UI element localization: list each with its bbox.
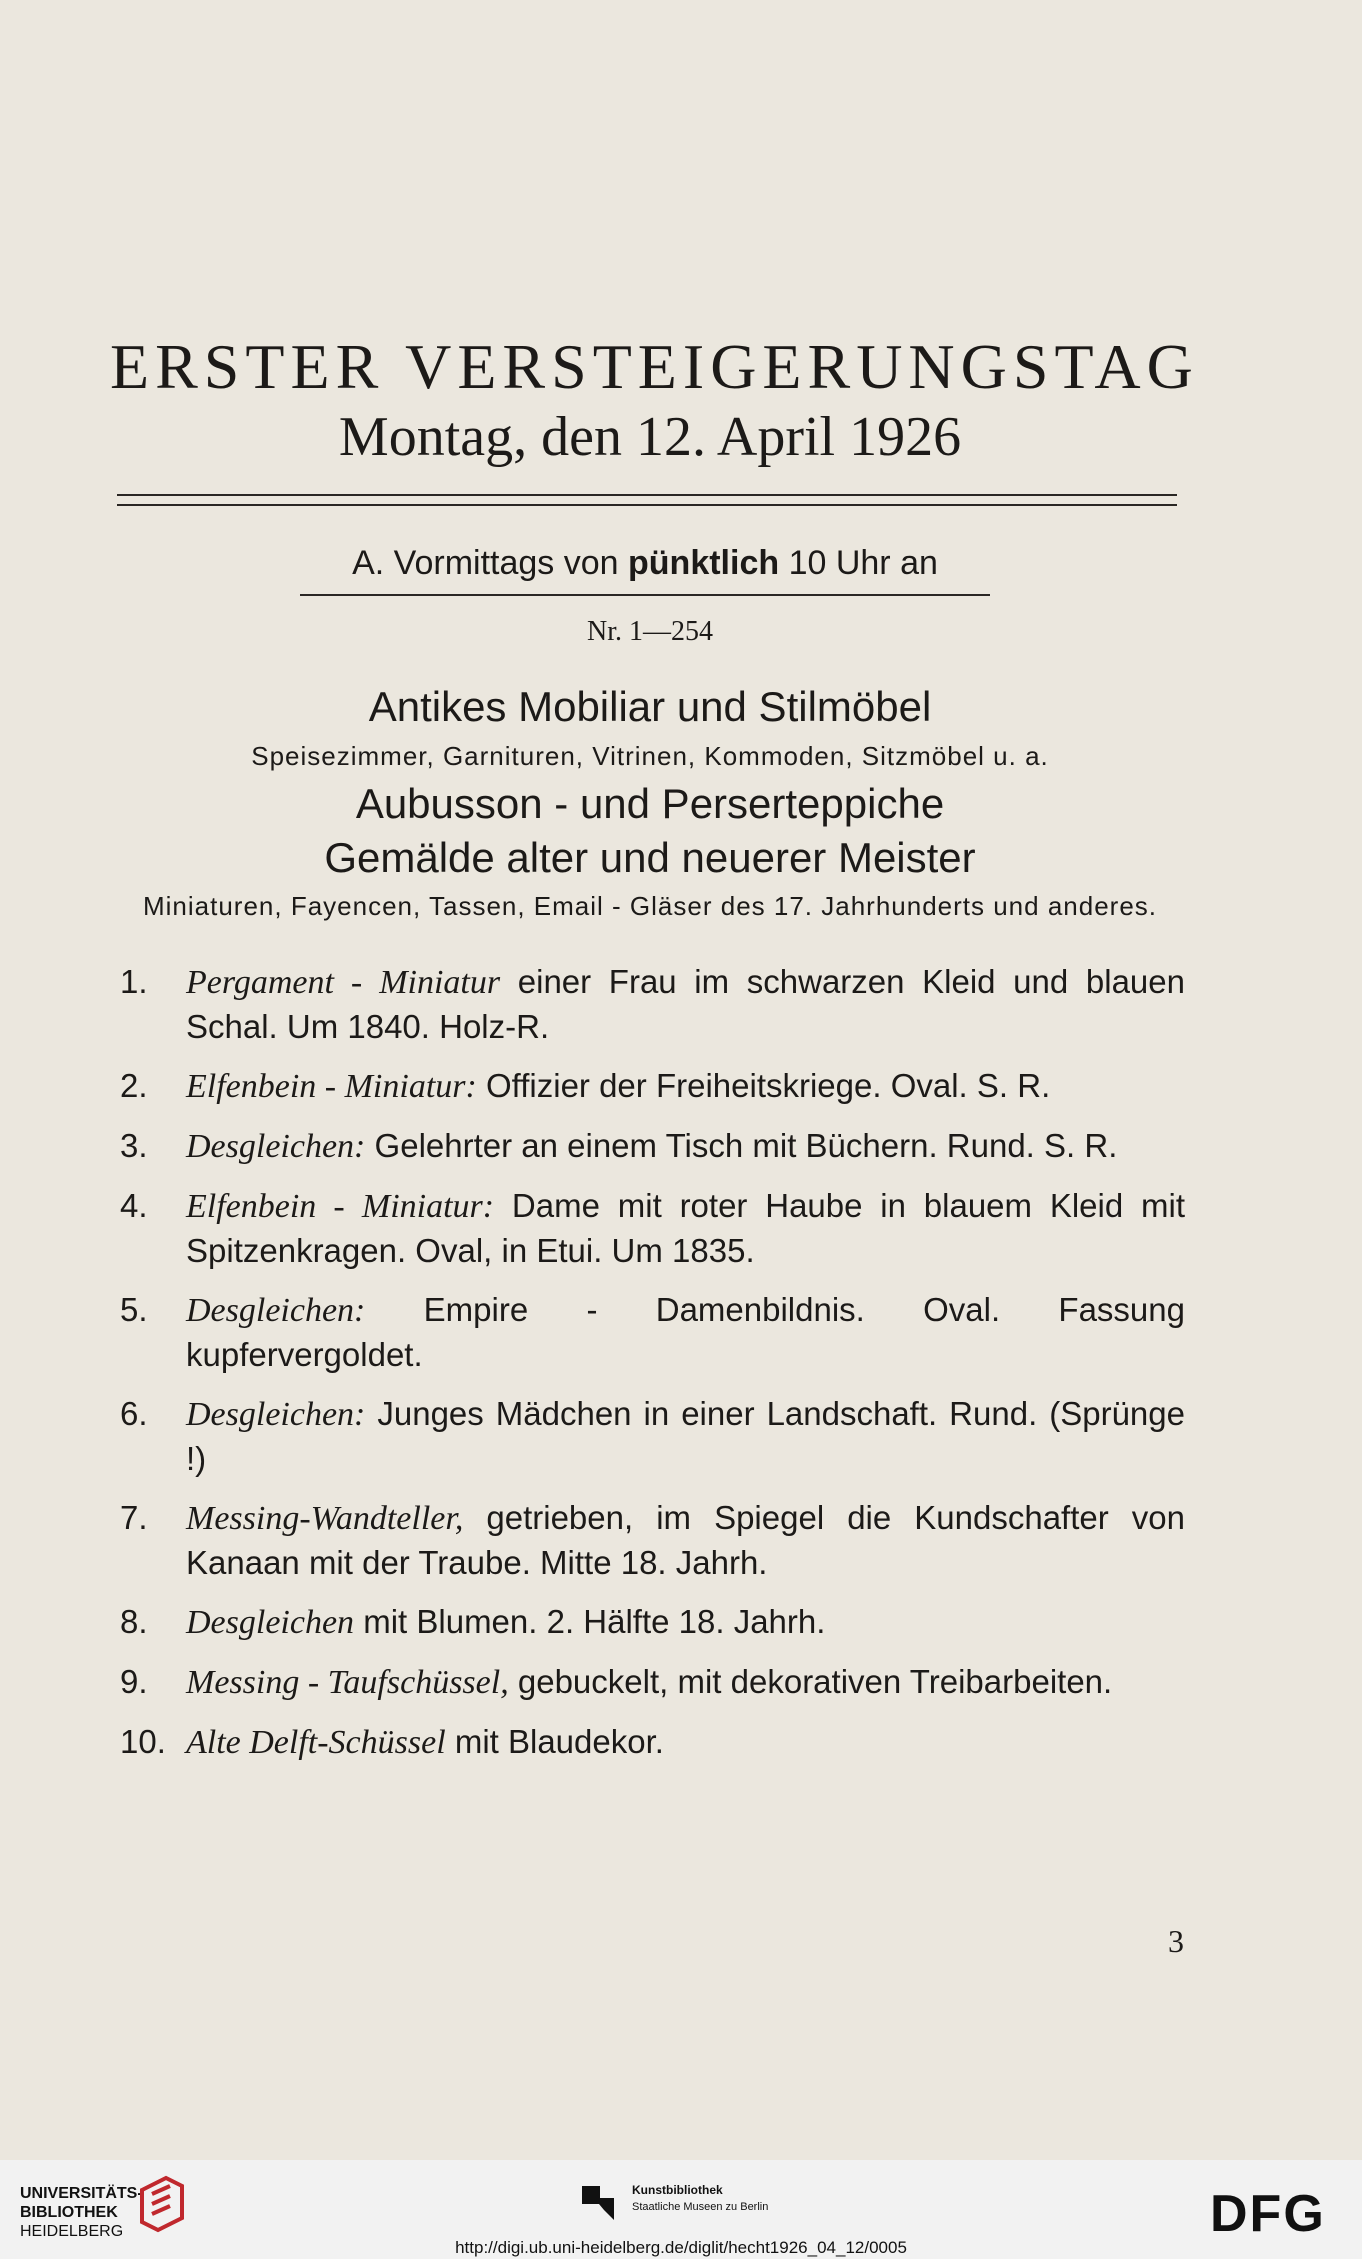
viewer-footer	[0, 2160, 1362, 2259]
kb-line-2: Staatliche Museen zu Berlin	[632, 2201, 769, 2213]
section-carpets-title: Aubusson - und Perserteppiche	[355, 780, 945, 827]
lot-number: 6.	[120, 1395, 148, 1432]
list-item	[120, 1392, 1185, 1481]
section-paintings-subtitle: Miniaturen, Fayencen, Tassen, Email - Gläser des 17. Jahrhunderts und anderes.	[142, 891, 1158, 921]
lot-number: 10.	[120, 1723, 166, 1760]
lot-description: mit Blumen. 2. Hälfte 18. Jahrh.	[354, 1603, 826, 1640]
double-rule	[117, 494, 1177, 506]
list-item	[120, 1720, 1185, 1765]
lot-list	[120, 960, 1185, 1780]
auction-date: Montag, den 12. April 1926	[338, 406, 962, 468]
session-heading	[300, 544, 990, 596]
lot-title: Messing - Taufschüssel,	[186, 1664, 509, 1701]
list-item	[120, 1184, 1185, 1273]
ub-heidelberg-label[interactable]	[20, 2184, 143, 2241]
page-title: ERSTER VERSTEIGERUNGSTAG	[110, 331, 1199, 402]
lot-description: Gelehrter an einem Tisch mit Büchern. Rund. S. R.	[365, 1127, 1118, 1164]
lot-number: 3.	[120, 1127, 148, 1164]
lot-title: Desgleichen:	[186, 1128, 366, 1165]
list-item	[120, 960, 1185, 1049]
lot-title: Messing-Wandteller,	[186, 1500, 464, 1537]
list-item	[120, 1600, 1185, 1645]
lot-number: 8.	[120, 1603, 148, 1640]
session-prefix: A. Vormittags von	[352, 544, 629, 582]
ub-line-3: HEIDELBERG	[20, 2223, 124, 2240]
ub-line-1: UNIVERSITÄTS-	[20, 2185, 143, 2202]
list-item	[120, 1660, 1185, 1705]
lot-description: mit Blaudekor.	[445, 1723, 664, 1760]
lot-range: Nr. 1—254	[587, 616, 713, 647]
lot-number: 1.	[120, 963, 148, 1000]
lot-description: Offizier der Freiheitskriege. Oval. S. R.	[476, 1067, 1051, 1104]
permalink-url[interactable]: http://digi.ub.uni-heidelberg.de/diglit/hecht1926_04_12/0005	[455, 2238, 907, 2257]
session-bold: pünktlich	[628, 544, 780, 582]
kb-line-1: Kunstbibliothek	[632, 2183, 723, 2197]
list-item	[120, 1496, 1185, 1585]
lot-number: 9.	[120, 1663, 148, 1700]
list-item	[120, 1124, 1185, 1169]
section-furniture-subtitle: Speisezimmer, Garnituren, Vitrinen, Kommoden, Sitzmöbel u. a.	[251, 741, 1049, 771]
lot-number: 7.	[120, 1499, 148, 1536]
list-item	[120, 1288, 1185, 1377]
lot-title: Desgleichen:	[186, 1292, 366, 1329]
lot-title: Elfenbein - Miniatur:	[186, 1068, 477, 1105]
lot-title: Alte Delft-Schüssel	[186, 1724, 446, 1761]
lot-title: Desgleichen	[186, 1604, 355, 1641]
page-number: 3	[1168, 1923, 1184, 1959]
kunstbibliothek-label[interactable]	[632, 2182, 768, 2215]
kunstbibliothek-logo-icon[interactable]	[580, 2180, 624, 2224]
lot-description: getrieben, im Spiegel die Kundschafter von Kanaan mit der Traube. Mitte 18. Jahrh.	[186, 1499, 1185, 1581]
lot-description: Junges Mädchen in einer Landschaft. Rund. (Sprünge !)	[186, 1395, 1185, 1477]
lot-title: Elfenbein - Miniatur:	[186, 1188, 495, 1225]
lot-description: Dame mit roter Haube in blauem Kleid mit Spitzenkragen. Oval, in Etui. Um 1835.	[186, 1187, 1186, 1269]
ub-line-2: BIBLIOTHEK	[20, 2204, 118, 2221]
lot-number: 4.	[120, 1187, 148, 1224]
section-furniture-title: Antikes Mobiliar und Stilmöbel	[368, 683, 932, 730]
lot-description: einer Frau im schwarzen Kleid und blauen Schal. Um 1840. Holz-R.	[186, 963, 1185, 1045]
lot-title: Pergament - Miniatur	[186, 964, 501, 1001]
lot-number: 2.	[120, 1067, 148, 1104]
lot-title: Desgleichen:	[186, 1396, 366, 1433]
session-suffix: 10 Uhr an	[779, 544, 938, 582]
lot-number: 5.	[120, 1291, 148, 1328]
lot-description: gebuckelt, mit dekorativen Treibarbeiten.	[508, 1663, 1113, 1700]
ub-heidelberg-logo-icon[interactable]	[136, 2174, 188, 2234]
section-paintings-title: Gemälde alter und neuerer Meister	[324, 834, 976, 881]
list-item	[120, 1064, 1185, 1109]
dfg-logo[interactable]: DFG	[1210, 2185, 1326, 2243]
lot-description: Empire - Damenbildnis. Oval. Fassung kupfervergoldet.	[186, 1291, 1185, 1373]
